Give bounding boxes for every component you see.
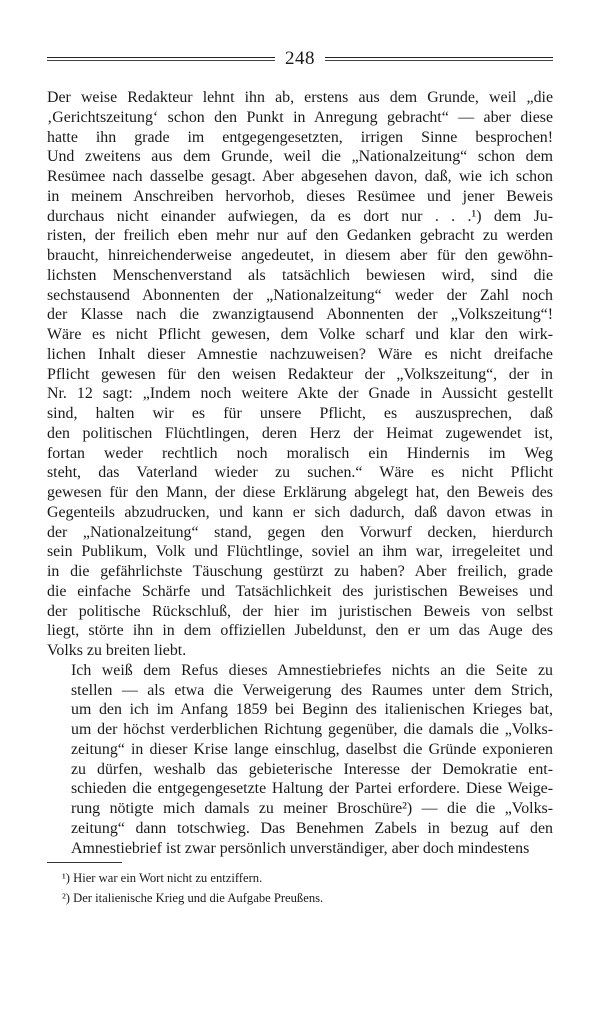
text-line: sechstausend Abonnenten der „Nationalzeitung“ weder der Zahl noch: [47, 286, 553, 304]
text-line: Der weise Redakteur lehnt ihn ab, erstens aus dem Grunde, weil „die: [47, 89, 553, 106]
text-line: der Klasse nach die zwanzigtausend Abonnenten der „Volkszeitung“!: [47, 306, 553, 324]
text-line: die einfache Schärfe und Tatsächlichkeit des juristischen Beweises und: [47, 582, 553, 600]
text-line: Gegenteils abzudrucken, und kann er sich dadurch, daß davon etwas in: [47, 503, 553, 521]
text-line: Pflicht gewesen für den weisen Redakteur der „Volkszeitung“, der in: [47, 365, 553, 383]
page-number: 248: [285, 48, 315, 69]
header-rule-right: [325, 57, 553, 61]
footnotes: [62, 868, 542, 908]
text-line: lichen Inhalt dieser Amnestie nachzuweisen? Wäre es nicht dreifache: [47, 345, 553, 363]
page-header: [47, 44, 553, 74]
text-line: der politische Rückschluß, der hier im juristischen Beweis von selbst: [47, 602, 553, 620]
text-line: der „Nationalzeitung“ stand, gegen den Vorwurf decken, hierdurch: [47, 523, 553, 541]
text-line: Und zweitens aus dem Grunde, weil die „Nationalzeitung“ schon dem: [47, 148, 553, 166]
footnote-separator: [47, 862, 122, 863]
text-line: zeitung“ dann totschwieg. Das Benehmen Zabels in bezug auf den: [71, 819, 553, 837]
text-line: liegt, störte ihn in dem offiziellen Jubeldunst, den er um das Auge des: [47, 622, 553, 640]
text-line: steht, das Vaterland wieder zu suchen.“ Wäre es nicht Pflicht: [47, 464, 553, 482]
text-line: braucht, hinreichenderweise angedeutet, in diesem aber für den gewöhn-: [47, 247, 553, 264]
footnote: ²) Der italienische Krieg und die Aufgabe Preußens.: [62, 891, 324, 905]
text-line: sein Publikum, Volk und Flüchtlinge, soviel an ihm war, irregeleitet und: [47, 543, 553, 561]
text-line: fortan weder rechtlich noch moralisch ein Hindernis im Weg: [47, 444, 553, 462]
text-line: Volks zu breiten liebt.: [47, 642, 187, 659]
text-line: zeitung“ in dieser Krise lange einschlug, daselbst die Gründe exponieren: [71, 740, 553, 758]
text-line: in meinem Anschreiben hervorhob, dieses Resümee und jener Beweis: [47, 187, 553, 205]
text-line: in die gefährlichste Täuschung gestürzt zu haben? Aber freilich, grade: [47, 563, 553, 580]
text-line: lichsten Menschenverstand als tatsächlich bewiesen wird, sind die: [47, 266, 553, 284]
paragraph: [47, 88, 553, 661]
text-line: schieden die entgegengesetzte Haltung der Partei erfordere. Diese Weige-: [71, 780, 553, 798]
text-line: Ich weiß dem Refus dieses Amnestiebriefes nichts an die Seite zu: [71, 661, 553, 679]
text-line: zu dürfen, weshalb das gebieterische Interesse der Demokratie ent-: [71, 760, 553, 778]
text-line: Wäre es nicht Pflicht gewesen, dem Volke scharf und klar den wirk-: [47, 326, 553, 343]
text-line: Resümee nach dasselbe gesagt. Aber abgesehen davon, daß, wie ich schon: [47, 168, 553, 185]
text-line: rung nötigte mich damals zu meiner Broschüre²) — die die „Volks-: [71, 800, 553, 817]
text-line: gewesen für den Mann, der diese Erklärung abgelegt hat, den Beweis des: [47, 484, 553, 501]
text-line: den politischen Flüchtlingen, deren Herz der Heimat zugewendet ist,: [47, 424, 553, 442]
text-line: hatte ihn grade im entgegengesetzten, irrigen Sinne besprochen!: [47, 128, 553, 146]
header-rule-left: [47, 57, 275, 61]
text-line: um den ich im Anfang 1859 bei Beginn des italienischen Krieges bat,: [71, 701, 553, 719]
text-line: um der höchst verderblichen Richtung gegenüber, die damals die „Volks-: [71, 721, 553, 738]
text-line: Amnestiebrief ist zwar persönlich unverständiger, aber doch mindestens: [71, 839, 530, 857]
paragraph: [47, 661, 553, 859]
text-line: Nr. 12 sagt: „Indem noch weitere Akte der Gnade in Aussicht gestellt: [47, 385, 553, 403]
text-line: risten, der freilich eben mehr nur auf den Gedanken gebracht zu werden: [47, 227, 553, 245]
text-line: durchaus nicht einander aufwiegen, da es dort nur . . .¹) dem Ju-: [47, 207, 553, 225]
footnote: ¹) Hier war ein Wort nicht zu entziffern.: [62, 871, 263, 885]
text-line: ‚Gerichtszeitung‘ schon den Punkt in Anregung gebracht“ — aber diese: [47, 108, 553, 126]
text-line: sind, halten wir es für unsere Pflicht, es auszusprechen, daß: [47, 405, 553, 422]
main-text: [47, 88, 553, 858]
text-line: stellen — als etwa die Verweigerung des Raumes unter dem Strich,: [71, 681, 553, 699]
